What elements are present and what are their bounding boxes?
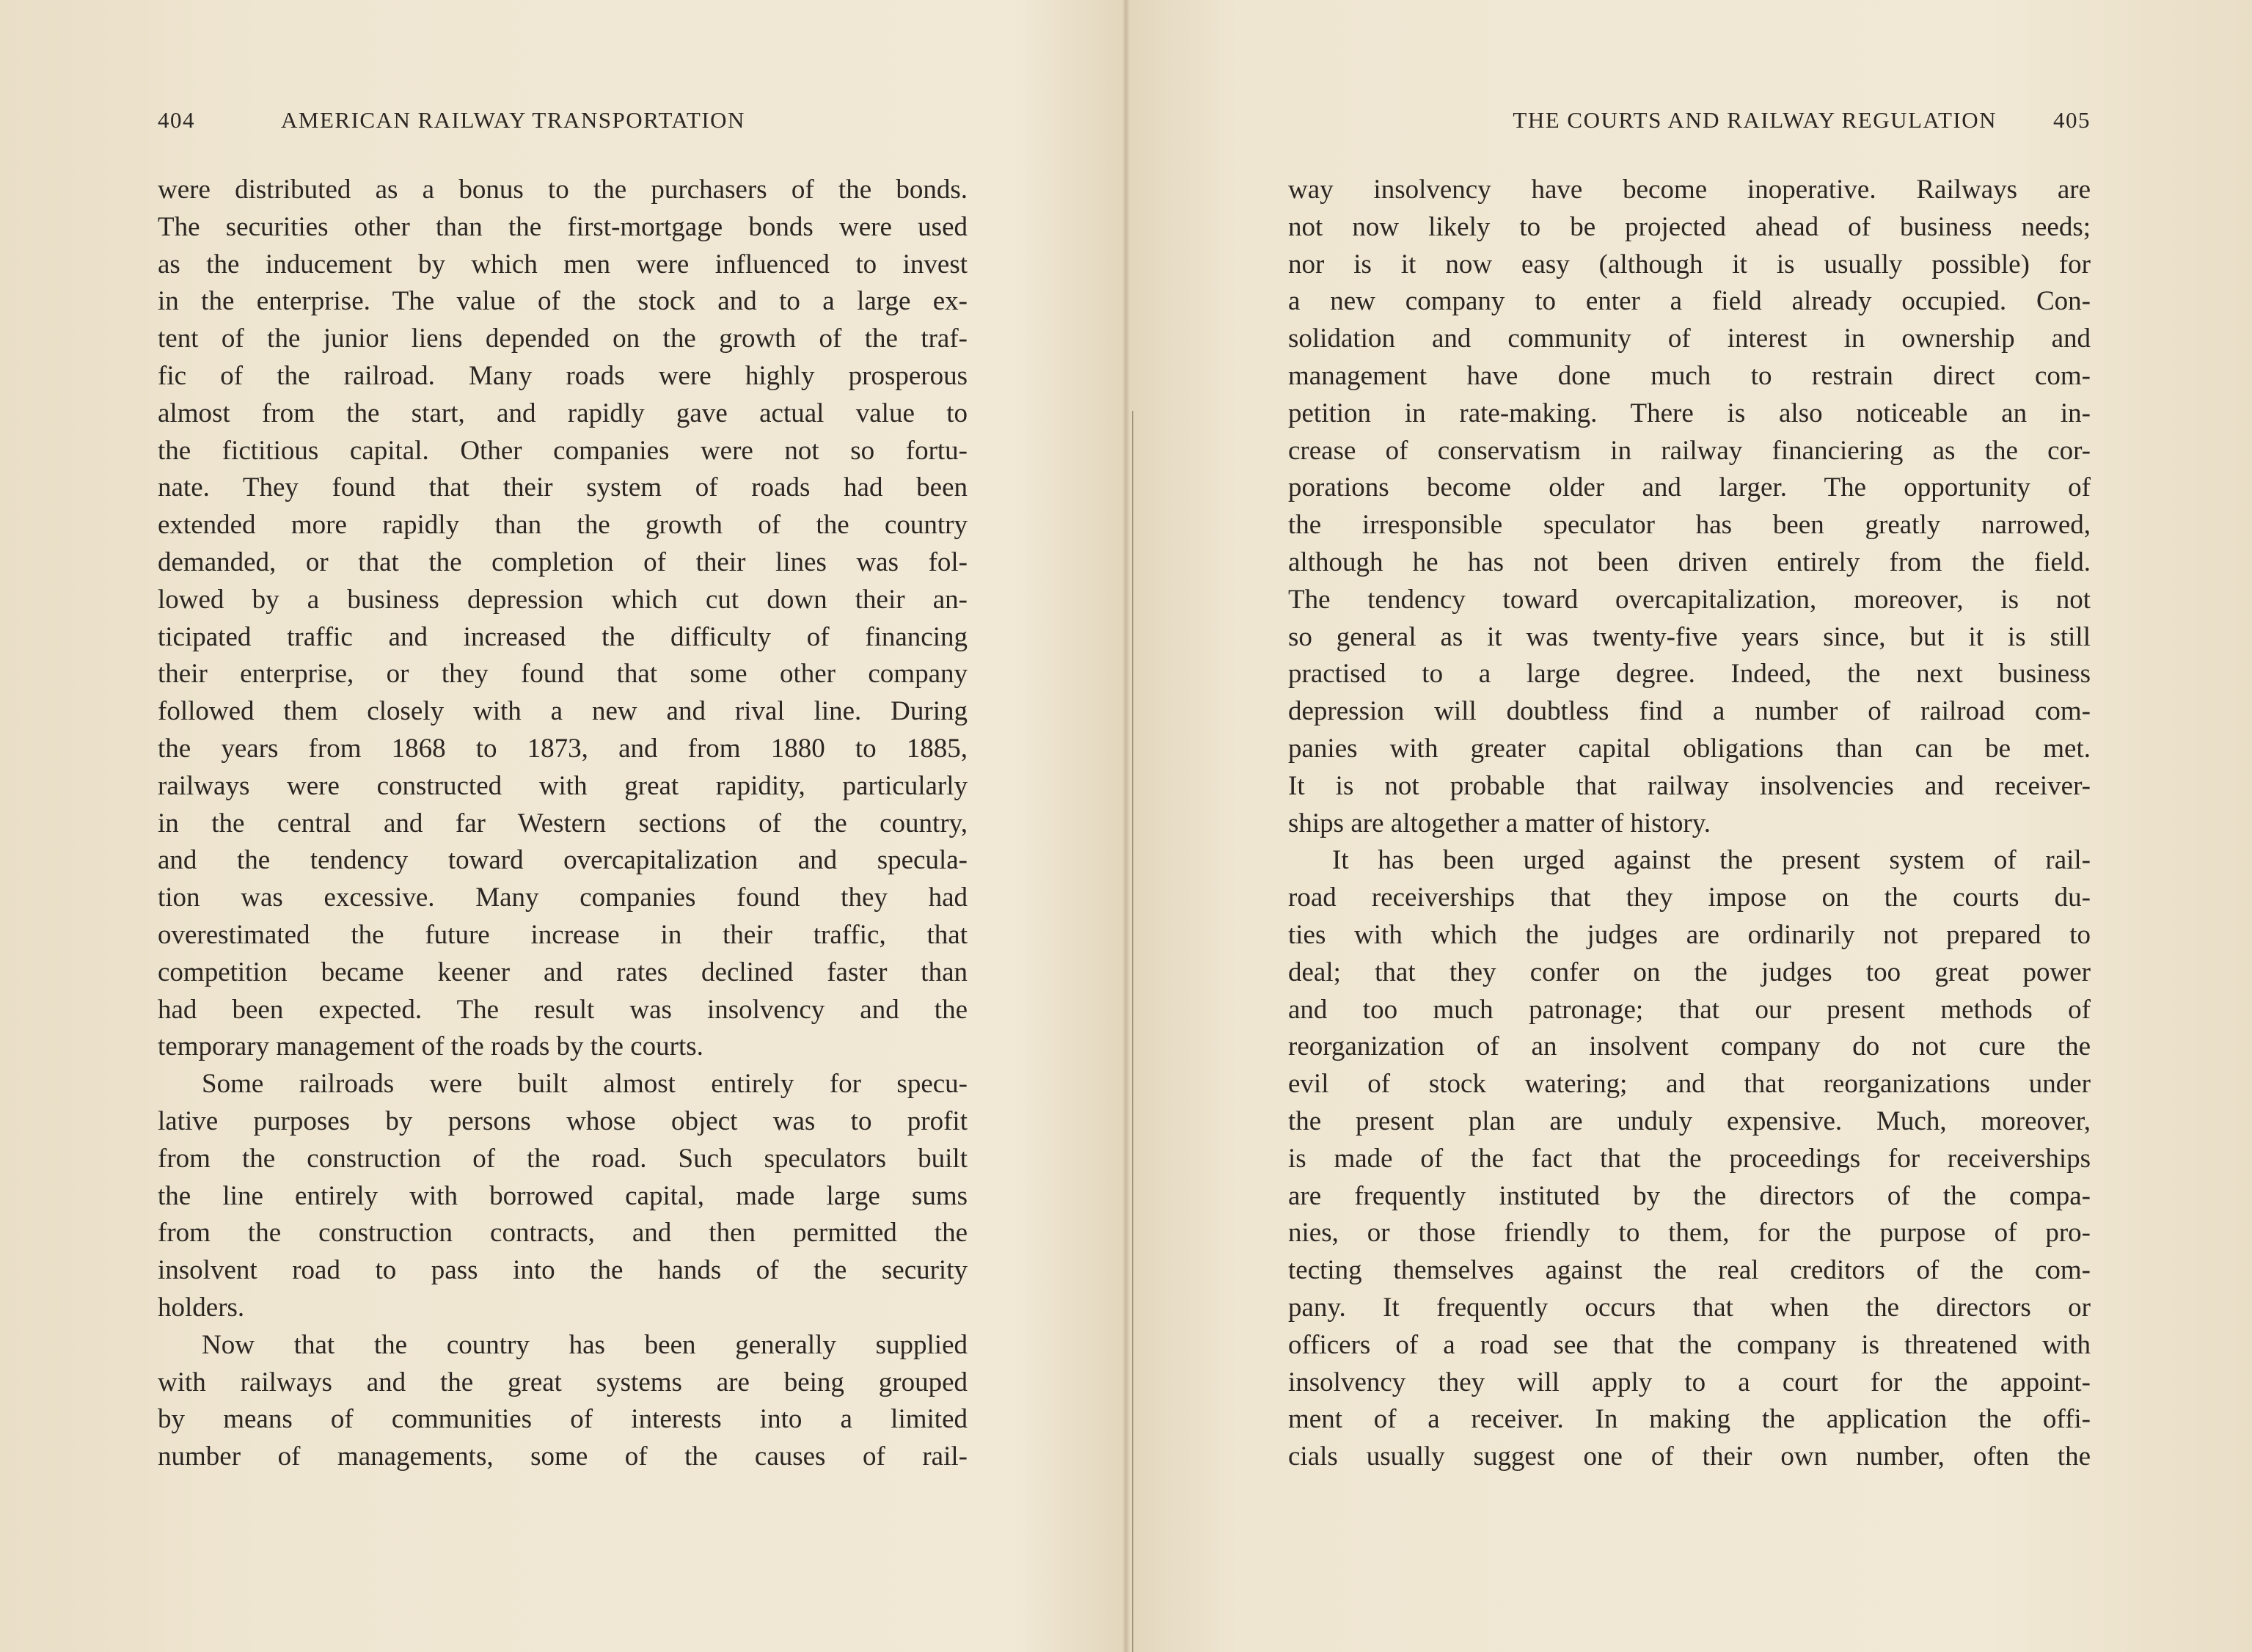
text-line: crease of conservatism in railway financiering as the cor- [1288,435,2091,466]
text-line: petition in rate-making. There is also noticeable an in- [1288,398,2091,428]
text-line: in the enterprise. The value of the stock and to a large ex- [158,286,968,317]
right-running-title: THE COURTS AND RAILWAY REGULATION [1513,107,1997,133]
text-line: road receiverships that they impose on the courts du- [1288,882,2091,913]
text-line: the fictitious capital. Other companies were not so fortu- [158,435,968,466]
text-line: insolvency they will apply to a court for the appoint- [1288,1367,2091,1397]
text-line: the line entirely with borrowed capital, made large sums [158,1180,968,1211]
text-line: were distributed as a bonus to the purchasers of the bonds. [158,175,968,205]
text-line: number of managements, some of the causes of rail- [158,1441,968,1472]
text-line: lowed by a business depression which cut down their an- [158,584,968,615]
text-line: almost from the start, and rapidly gave actual value to [158,398,968,428]
text-line: in the central and far Western sections of the country, [158,808,968,838]
text-line: holders. [158,1292,245,1323]
text-line: the years from 1868 to 1873, and from 1880 to 1885, [158,733,968,764]
text-line: nate. They found that their system of roads had been [158,472,968,503]
book-gutter [1122,0,1130,1652]
text-line: ties with which the judges are ordinarily not prepared to [1288,919,2091,950]
text-line: nies, or those friendly to them, for the purpose of pro- [1288,1218,2091,1249]
text-line: tent of the junior liens depended on the growth of the traf- [158,324,968,354]
text-line: tion was excessive. Many companies found they had [158,882,968,913]
left-page-number: 404 [158,107,195,133]
text-line: Some railroads were built almost entirely for specu- [202,1069,968,1100]
right-page-body [1288,172,2091,1476]
text-line: so general as it was twenty-five years since, but it is still [1288,621,2091,652]
text-line: although he has not been driven entirely from the field. [1288,547,2091,577]
text-line: is made of the fact that the proceedings for receiverships [1288,1143,2091,1174]
text-line: followed them closely with a new and rival line. During [158,696,968,727]
text-line: way insolvency have become inoperative. Railways are [1288,175,2091,205]
text-line: officers of a road see that the company is threatened with [1288,1329,2091,1360]
text-line: solidation and community of interest in ownership and [1288,324,2091,354]
binding-thread [1132,411,1133,1652]
text-line: nor is it now easy (although it is usually possible) for [1288,249,2091,279]
text-line: railways were constructed with great rapidity, particularly [158,770,968,801]
text-line: lative purposes by persons whose object was to profit [158,1105,968,1136]
text-line: and the tendency toward overcapitalization and specula- [158,845,968,876]
text-line: management have done much to restrain direct com- [1288,360,2091,391]
text-line: insolvent road to pass into the hands of the security [158,1255,968,1286]
text-line: overestimated the future increase in their traffic, that [158,919,968,950]
right-page [1288,0,2091,1652]
text-line: pany. It frequently occurs that when the directors or [1288,1292,2091,1323]
text-line: practised to a large degree. Indeed, the next business [1288,659,2091,690]
text-line: It has been urged against the present system of rail- [1332,845,2091,876]
text-line: not now likely to be projected ahead of business needs; [1288,211,2091,242]
text-line: reorganization of an insolvent company do not cure the [1288,1031,2091,1062]
text-line: temporary management of the roads by the courts. [158,1031,703,1062]
text-line: demanded, or that the completion of their lines was fol- [158,547,968,577]
text-line: from the construction of the road. Such speculators built [158,1143,968,1174]
text-line: as the inducement by which men were influenced to invest [158,249,968,279]
text-line: porations become older and larger. The opportunity of [1288,472,2091,503]
text-line: their enterprise, or they found that some other company [158,659,968,690]
text-line: ships are altogether a matter of history. [1288,808,1711,838]
text-line: panies with greater capital obligations than can be met. [1288,733,2091,764]
text-line: It is not probable that railway insolvencies and receiver- [1288,770,2091,801]
text-line: depression will doubtless find a number of railroad com- [1288,696,2091,727]
text-line: the present plan are unduly expensive. Much, moreover, [1288,1105,2091,1136]
left-page-body [158,172,968,1476]
text-line: The tendency toward overcapitalization, moreover, is not [1288,584,2091,615]
left-running-title: AMERICAN RAILWAY TRANSPORTATION [281,107,745,133]
text-line: ment of a receiver. In making the application the offi- [1288,1404,2091,1435]
left-running-head [158,107,968,136]
text-line: a new company to enter a field already occupied. Con- [1288,286,2091,317]
text-line: with railways and the great systems are being grouped [158,1367,968,1397]
text-line: ticipated traffic and increased the difficulty of financing [158,621,968,652]
text-line: by means of communities of interests into a limited [158,1404,968,1435]
text-line: cials usually suggest one of their own number, often the [1288,1441,2091,1472]
text-line: fic of the railroad. Many roads were highly prosperous [158,360,968,391]
text-line: from the construction contracts, and then permitted the [158,1218,968,1249]
right-running-head [1288,107,2091,136]
text-line: are frequently instituted by the directors of the compa- [1288,1180,2091,1211]
text-line: competition became keener and rates declined faster than [158,957,968,987]
text-line: evil of stock watering; and that reorganizations under [1288,1069,2091,1100]
text-line: extended more rapidly than the growth of the country [158,510,968,541]
text-line: the irresponsible speculator has been greatly narrowed, [1288,510,2091,541]
left-page [158,0,968,1652]
text-line: and too much patronage; that our present methods of [1288,994,2091,1025]
text-line: deal; that they confer on the judges too great power [1288,957,2091,987]
text-line: tecting themselves against the real creditors of the com- [1288,1255,2091,1286]
text-line: The securities other than the first-mortgage bonds were used [158,211,968,242]
right-page-number: 405 [2053,107,2091,133]
text-line: had been expected. The result was insolvency and the [158,994,968,1025]
text-line: Now that the country has been generally supplied [202,1329,968,1360]
